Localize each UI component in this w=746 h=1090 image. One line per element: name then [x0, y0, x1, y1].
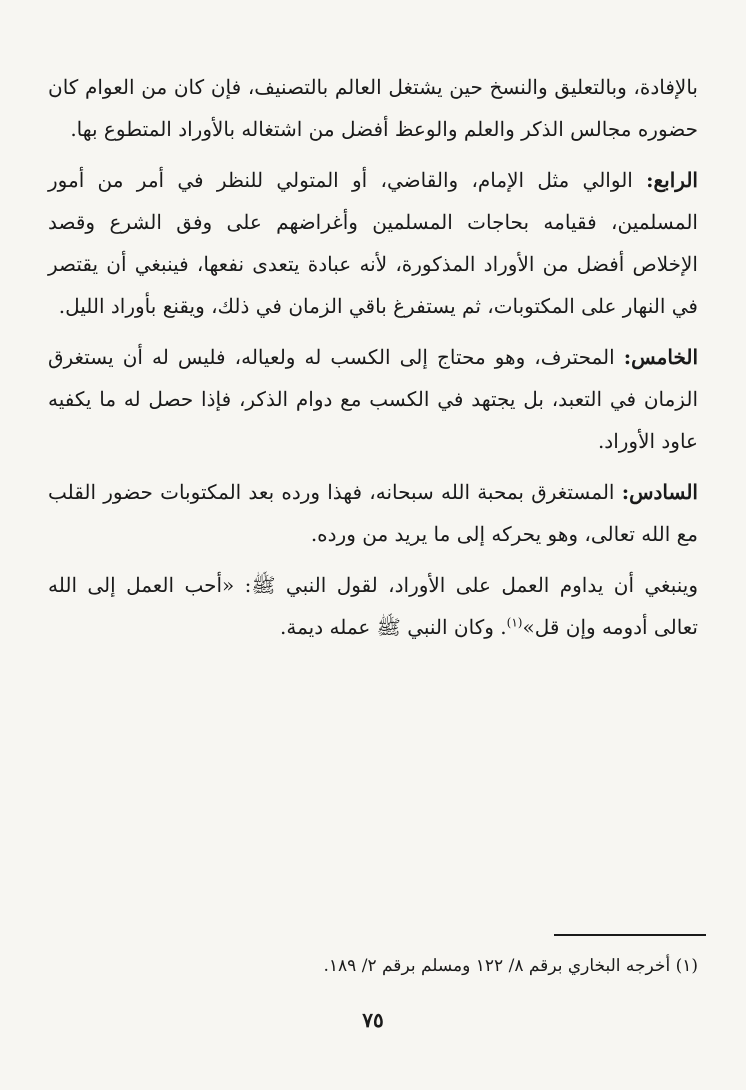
footnote	[48, 952, 698, 980]
paragraph-text: بالإفادة، وبالتعليق والنسخ حين يشتغل العالم بالتصنيف، فإن كان من العوام كان حضوره مجالس الذكر والعلم والوعظ أفضل من اشتغاله بالأوراد المتطوع بها.	[48, 75, 698, 141]
paragraph-text: المحترف، وهو محتاج إلى الكسب له ولعياله، فليس له أن يستغرق الزمان في التعبد، بل يجتهد في الكسب مع دوام الذكر، فإذا حصل له ما يكفيه عاود الأوراد.	[48, 345, 698, 453]
paragraph-text: . وكان النبي ﷺ عمله ديمة.	[280, 615, 507, 639]
footnote-separator	[554, 934, 706, 936]
paragraph-text: الوالي مثل الإمام، والقاضي، أو المتولي للنظر في أمر من أمور المسلمين، فقيامه بحاجات المسلمين وأغراضهم على وفق الشرع وقصد الإخلاص أفضل من الأوراد المذكورة، لأنه عبادة يتعدى نفعها، فينبغي أن يقتصر في النهار على المكتوبات، ثم يستفرغ باقي الزمان في ذلك، ويقنع بأوراد الليل.	[48, 168, 698, 318]
paragraph-fourth	[48, 159, 698, 327]
paragraph-term: الخامس:	[623, 345, 698, 369]
paragraph-term: الرابع:	[646, 168, 698, 192]
paragraph-text: المستغرق بمحبة الله سبحانه، فهذا ورده بعد المكتوبات حضور القلب مع الله تعالى، وهو يحركه إلى ما يريد من ورده.	[48, 480, 698, 546]
paragraph-continuation	[48, 66, 698, 150]
main-text	[48, 66, 698, 657]
footnote-text: (١) أخرجه البخاري برقم ٨/ ١٢٢ ومسلم برقم ٢/ ١٨٩.	[323, 956, 698, 976]
paragraph-term: السادس:	[621, 480, 698, 504]
paragraph-sixth	[48, 471, 698, 555]
paragraph-closing	[48, 564, 698, 648]
paragraph-text: وينبغي أن يداوم العمل على الأوراد، لقول النبي ﷺ: «أحب العمل إلى الله تعالى أدومه وإن قل»	[48, 573, 698, 639]
footnote-reference[interactable]: (١)	[506, 615, 523, 630]
paragraph-fifth	[48, 336, 698, 462]
page-number: ٧٥	[362, 1008, 384, 1032]
